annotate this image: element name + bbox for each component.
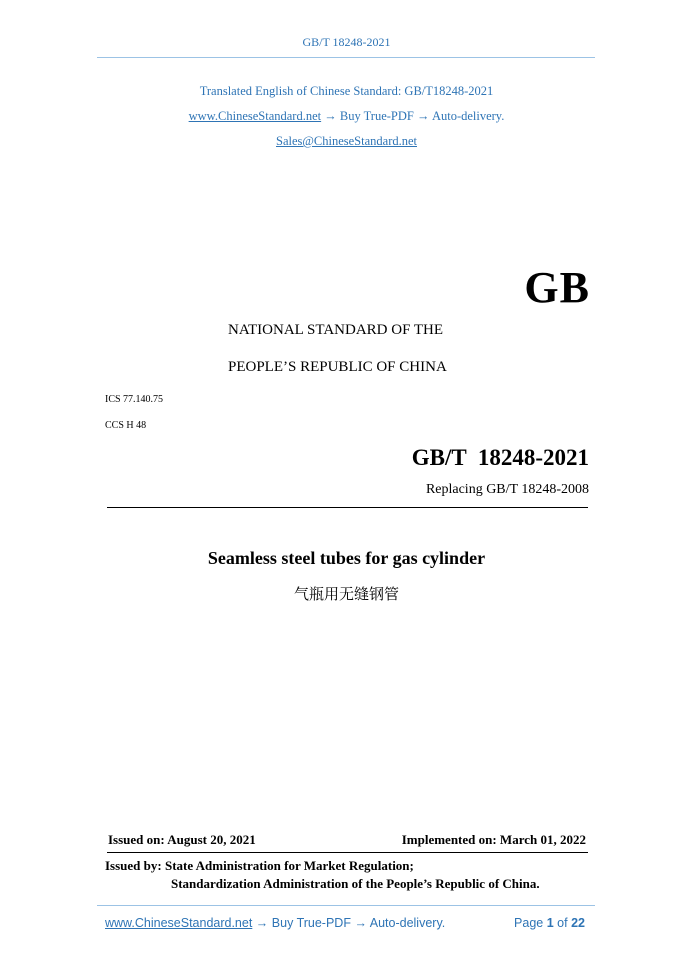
- site-link[interactable]: www.ChineseStandard.net: [188, 109, 322, 123]
- footer-divider: [97, 905, 595, 906]
- standard-number: GB/T 18248-2021: [411, 445, 589, 470]
- email-line: [0, 134, 693, 149]
- implemented-on-date: Implemented on: March 01, 2022: [401, 832, 586, 847]
- email-link[interactable]: Sales@ChineseStandard.net: [276, 134, 417, 148]
- page-label: Page: [514, 916, 544, 930]
- dates-divider: [107, 852, 588, 853]
- replacing-note: Replacing GB/T 18248-2008: [425, 482, 589, 497]
- translated-line: Translated English of Chinese Standard: GB/T18248-2021: [199, 84, 494, 98]
- footer-site-link[interactable]: www.ChineseStandard.net: [105, 916, 253, 930]
- prc-line: PEOPLE’S REPUBLIC OF CHINA: [228, 359, 447, 375]
- page-total: 22: [571, 916, 585, 930]
- page-indicator: [514, 916, 585, 930]
- issued-on-date: Issued on: August 20, 2021: [108, 832, 256, 847]
- footer-delivery-text: Auto-delivery.: [369, 916, 446, 930]
- page-current: 1: [546, 916, 554, 930]
- running-header: GB/T 18248-2021: [302, 35, 391, 49]
- document-title-en: Seamless steel tubes for gas cylinder: [207, 548, 486, 568]
- arrow-icon: →: [354, 916, 367, 930]
- page-of: of: [557, 916, 568, 930]
- header-divider: [97, 57, 595, 58]
- national-standard-line: NATIONAL STANDARD OF THE: [228, 322, 444, 338]
- arrow-icon: →: [324, 109, 337, 123]
- gb-mark: GB: [524, 263, 590, 312]
- footer-purchase-line: [105, 916, 445, 930]
- purchase-line: [0, 109, 693, 124]
- buy-text: Buy True-PDF: [339, 109, 414, 123]
- delivery-text: Auto-delivery.: [431, 109, 505, 123]
- arrow-icon: →: [417, 109, 430, 123]
- issuer-line-1: Issued by: State Administration for Market Regulation;: [105, 858, 414, 873]
- ccs-code: CCS H 48: [105, 420, 147, 431]
- footer-buy-text: Buy True-PDF: [271, 916, 351, 930]
- document-title-zh: 气瓶用无缝钢管: [293, 585, 399, 603]
- ics-code: ICS 77.140.75: [105, 394, 164, 405]
- title-divider: [107, 507, 588, 508]
- issuer-line-2: Standardization Administration of the People’s Republic of China.: [171, 876, 540, 891]
- arrow-icon: →: [255, 916, 269, 930]
